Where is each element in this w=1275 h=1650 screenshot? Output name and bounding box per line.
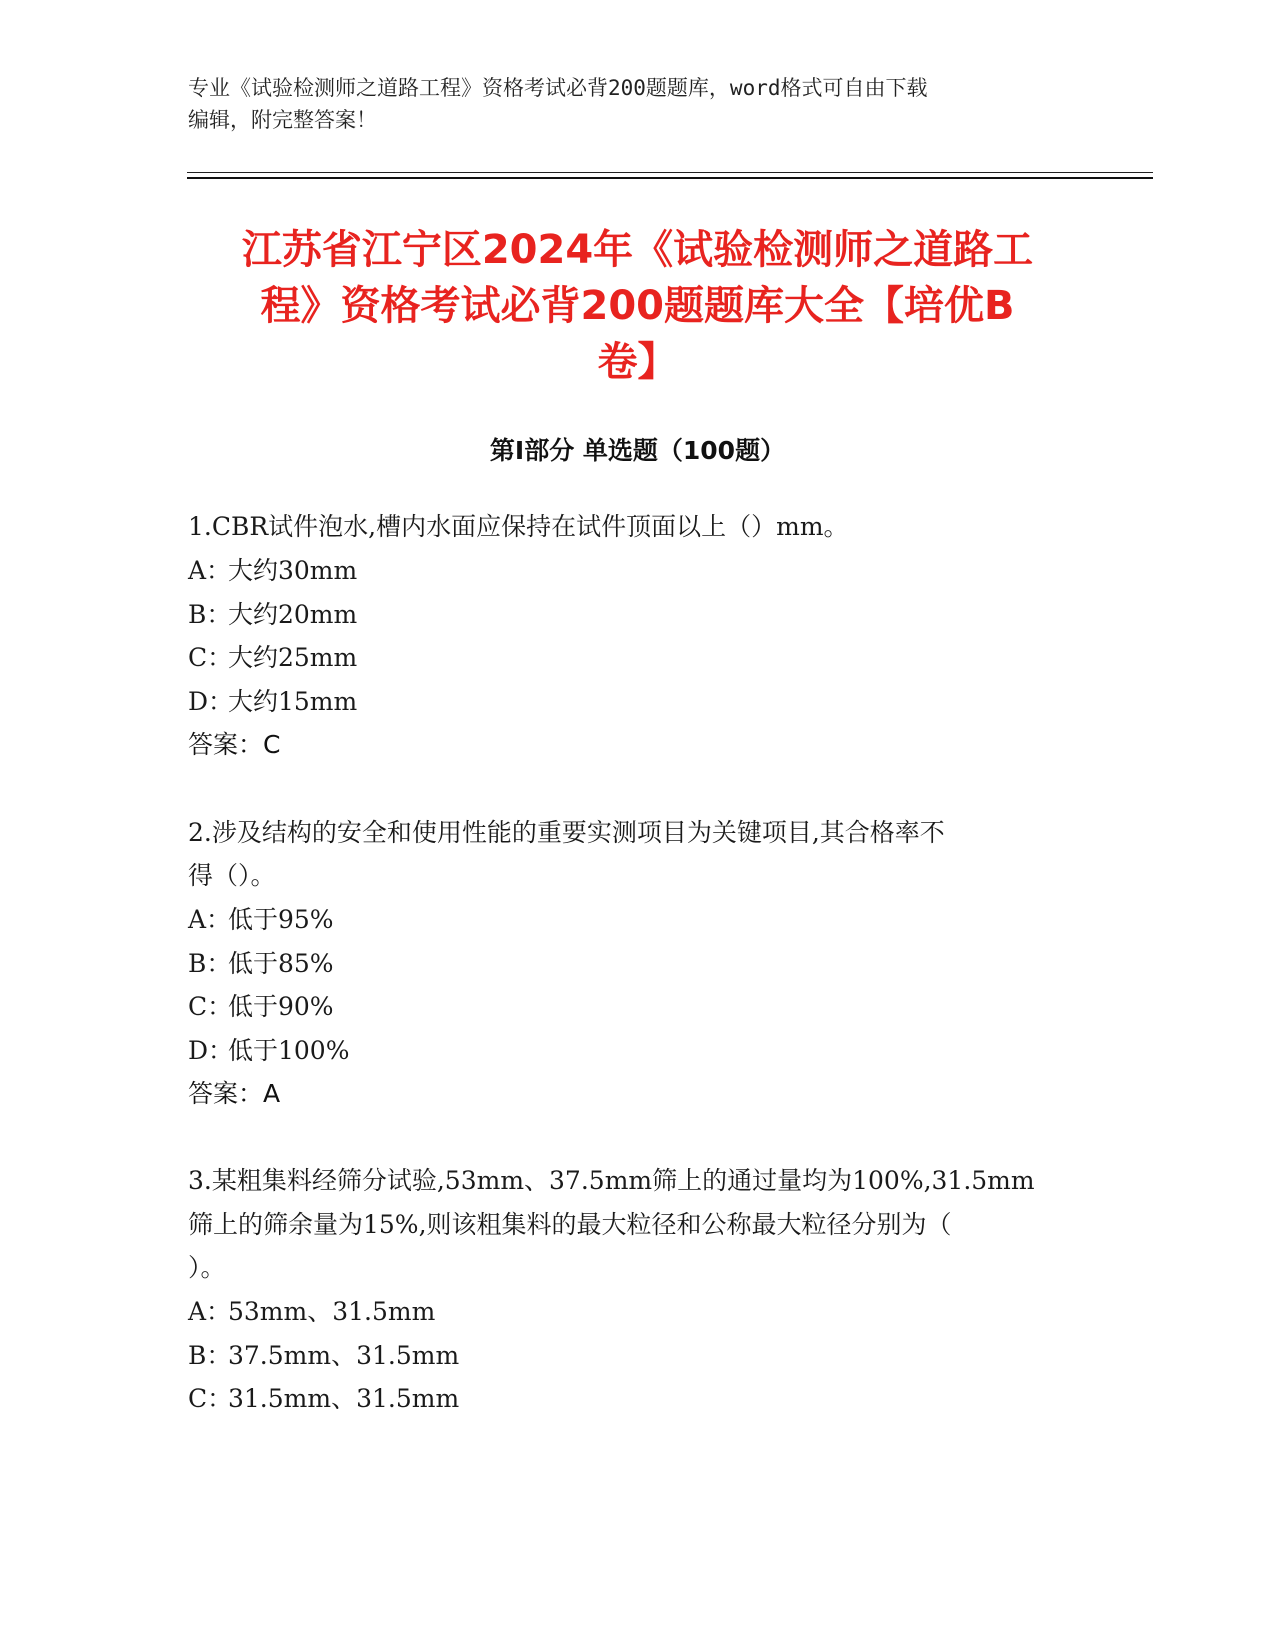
- option-text: 53mm、31.5mm: [228, 1297, 436, 1326]
- question-2-option-d: [188, 1033, 349, 1069]
- question-1-option-a: [188, 553, 357, 589]
- question-3-option-a: [188, 1294, 435, 1330]
- option-label: D：: [188, 1036, 234, 1065]
- option-label: A：: [188, 905, 232, 934]
- header-line-1: 专业《试验检测师之道路工程》资格考试必背200题题库，word格式可自由下载: [188, 76, 928, 100]
- title-line-3: 卷】: [597, 339, 678, 385]
- option-text: 大约30mm: [228, 556, 358, 585]
- option-label: B：: [188, 1341, 232, 1370]
- option-text: 31.5mm、31.5mm: [228, 1384, 460, 1413]
- option-label: D：: [188, 687, 234, 716]
- question-3-option-c: [188, 1381, 459, 1417]
- option-label: C：: [188, 1384, 233, 1413]
- option-text: 大约20mm: [228, 600, 358, 629]
- header-rule-thick: [187, 177, 1153, 179]
- question-1-option-b: [188, 597, 357, 633]
- question-2-option-b: [188, 946, 334, 982]
- question-2-answer: 答案：A: [188, 1079, 281, 1108]
- question-2-option-a: [188, 902, 334, 938]
- option-label: B：: [188, 949, 232, 978]
- question-2-stem-line-2: 得（）。: [188, 861, 276, 890]
- option-text: 低于100%: [228, 1036, 350, 1065]
- question-3-option-b: [188, 1338, 459, 1374]
- document-header: [188, 72, 1088, 136]
- question-2-option-c: [188, 989, 334, 1025]
- section-heading: 第Ⅰ部分 单选题（100题）: [489, 436, 786, 465]
- option-label: A：: [188, 556, 232, 585]
- question-3-stem-line-3: ）。: [188, 1253, 226, 1282]
- option-text: 大约25mm: [228, 643, 358, 672]
- question-1-option-c: [188, 640, 357, 676]
- option-text: 低于95%: [228, 905, 334, 934]
- option-text: 大约15mm: [228, 687, 358, 716]
- option-label: B：: [188, 600, 232, 629]
- question-1-stem: 1.CBR试件泡水,槽内水面应保持在试件顶面以上（）mm。: [188, 512, 849, 541]
- title-line-1: 江苏省江宁区2024年《试验检测师之道路工: [241, 227, 1034, 273]
- question-3-stem-line-2: 筛上的筛余量为15%,则该粗集料的最大粒径和公称最大粒径分别为（: [188, 1210, 952, 1239]
- question-1-option-d: [188, 684, 357, 720]
- title-line-2: 程》资格考试必背200题题库大全【培优B: [260, 283, 1015, 329]
- option-text: 低于90%: [228, 992, 334, 1021]
- header-line-2: 编辑，附完整答案！: [188, 108, 377, 132]
- option-text: 37.5mm、31.5mm: [228, 1341, 460, 1370]
- question-3-stem-line-1: 3.某粗集料经筛分试验,53mm、37.5mm筛上的通过量均为100%,31.5mm: [188, 1166, 1035, 1195]
- document-title: [150, 222, 1125, 390]
- header-rule-thin: [187, 172, 1153, 173]
- option-text: 低于85%: [228, 949, 334, 978]
- question-2-stem-line-1: 2.涉及结构的安全和使用性能的重要实测项目为关键项目,其合格率不: [188, 818, 945, 847]
- option-label: C：: [188, 643, 233, 672]
- option-label: A：: [188, 1297, 232, 1326]
- question-1-answer: 答案：C: [188, 730, 281, 759]
- option-label: C：: [188, 992, 233, 1021]
